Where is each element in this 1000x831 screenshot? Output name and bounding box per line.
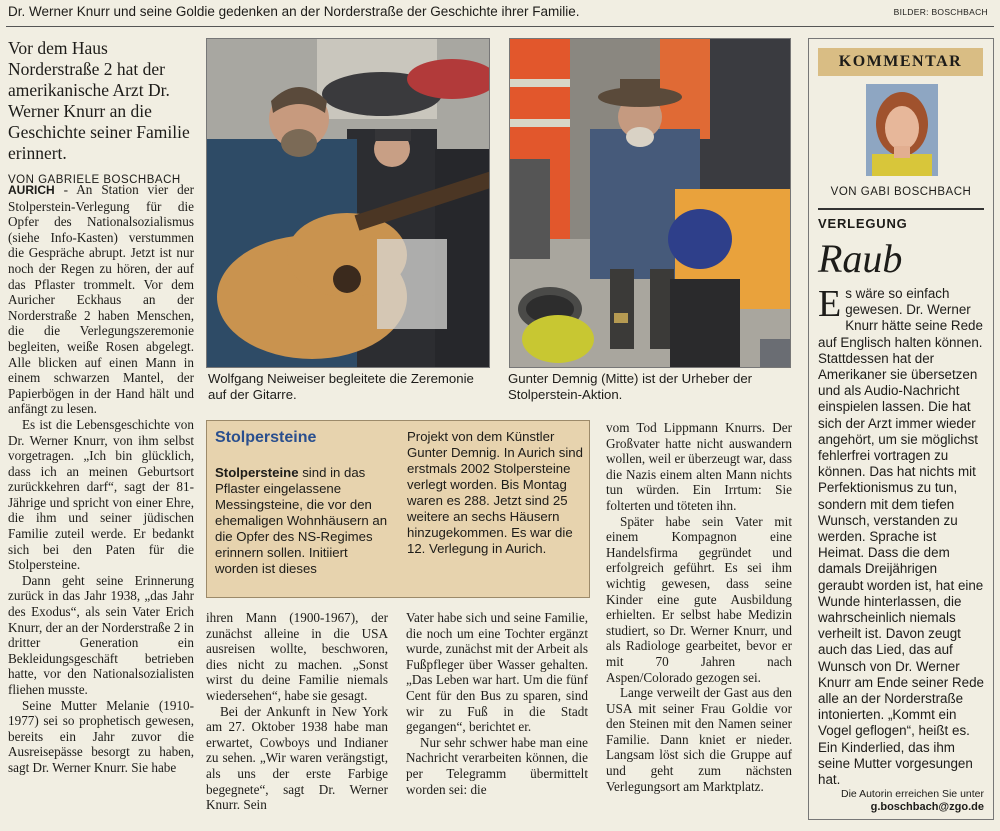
top-photo-caption [8,4,992,24]
photo-stolperstein-laying [509,38,791,368]
kommentar-title: Raub [818,236,903,281]
info-box-text-right: Projekt von dem Künstler Gunter Demnig. In Aurich sind erstmals 2002 Stolpersteine verlegt worden. Bis Montag waren es 288. Jetzt sind 25 weitere an sechs Häusern hinzugekommen. Es war die 12. Verlegung in Aurich. [407,429,583,556]
paragraph: Dann geht seine Erinnerung zurück in das Jahr 1938, „das Jahr des Exodus“, als sein Vater Erich Knurr, der an der Norderstraße 2 in dritter Generation ein Bekleidungsgeschäft betrieben hatte, vor den Nationalsozialisten fliehen musste. [8,572,194,697]
author-contact-line: Die Autorin erreichen Sie unter [841,788,984,800]
paragraph: ihren Mann (1900-1967), der zunächst alleine in die USA ausreisen wollte, beschworen, dies nicht zu machen. „Sonst wirst du deine Familie niemals wiedersehen“, habe sie gesagt. [206,610,388,703]
paragraph: Es ist die Lebensgeschichte von Dr. Werner Knurr, von ihm selbst vorgetragen. „Ich bin glücklich, dass ich an meinen Geburtsort zurückkehren darf“, sagt der 81-Jährige und spricht von einer Ehre, die ihm und seiner jüdischen Familie zuteil werde. Er bedankt sich bei den Paten für die Stolpersteine. [8,416,194,573]
article-column-4 [606,420,792,794]
photo-credit: BILDER: BOSCHBACH [893,7,988,17]
paragraph: vom Tod Lippmann Knurrs. Der Großvater hatte nicht auswandern wollen, weil er überzeugt war, dass die Nazis einem alten Mann nichts tun würden. Ein Irrtum: Sie folterten und töteten ihn. [606,420,792,513]
intro-text: Vor dem Haus Norderstraße 2 hat der amerikanische Arzt Dr. Werner Knurr an die Geschichte seiner Familie erinnert. [8,38,190,163]
article-column-3 [406,610,588,797]
paragraph: Bei der Ankunft in New York am 27. Oktober 1938 habe man erwartet, Cowboys und Indianer zu sehen. „Wir waren verängstigt, als uns der erste Farbige begegnete“, sagt Dr. Werner Knurr. Sein [206,703,388,813]
author-email-link[interactable]: g.boschbach@zgo.de [870,801,984,813]
kommentar-kicker: VERLEGUNG [818,216,908,231]
article-byline: VON GABRIELE BOSCHBACH [8,174,181,186]
info-box-left-text: sind in das Pflaster eingelassene Messingsteine, die vor den ehemaligen Wohnhäusern an die Opfer des NS-Regimes erinnern sollen. Initiiert worden ist dieses [215,465,388,576]
info-box-text-left [215,465,393,577]
paragraph: Lange verweilt der Gast aus den USA mit seiner Frau Goldie vor den Steinen mit den Namen seiner Familie. Dann kniet er nieder. Langsam löst sich die Gruppe auf und geht zum nächsten Verlegungsort am Marktplatz. [606,685,792,794]
paragraph: Nur sehr schwer habe man eine Nachricht verarbeiten können, die per Telegramm übermittelt worden sei: die [406,734,588,797]
photo-guitarist [206,38,490,368]
photo-caption-1: Wolfgang Neiweiser begleitete die Zeremonie auf der Gitarre. [208,371,474,402]
top-caption-text: Dr. Werner Knurr und seine Goldie gedenken an der Norderstraße der Geschichte ihrer Familie. [8,4,580,19]
paragraph: Später habe sein Vater mit einem Kompagnon eine Handelsfirma gegründet und erfolgreich geführt. Es sei ihm wichtig gewesen, dass seine Kinder eine gute Ausbildung erhielten. Er selbst habe Medizin studiert, so Dr. Werner Knurr, und als Radiologe gearbeitet, bevor er mit 70 Jahren nach Aspen/Colorado gezogen sei. [606,513,792,685]
top-divider [6,26,994,27]
kommentar-byline: VON GABI BOSCHBACH [830,186,972,198]
info-box-bold-term: Stolpersteine [215,465,299,480]
kommentar-text [818,283,986,788]
photo-caption-2: Gunter Demnig (Mitte) ist der Urheber der Stolperstein-Aktion. [508,371,753,402]
kommentar-footer [818,788,984,814]
kommentar-body: s wäre so einfach gewesen. Dr. Werner Knurr hätte seine Rede auf Englisch halten können. Stattdessen hat der Amerikaner sie übersetzen und als Audio-Nachricht einspielen lassen. Die hat sich der Arzt immer wieder angehört, um sie möglichst fehlerfrei vortragen zu können. Das hat nichts mit Perfektionismus zu tun, sondern mit dem tiefen Wunsch, verstanden zu werden. Sprache ist Heimat. Dass die dem damals Dreijährigen geraubt worden ist, hat eine Wunde hinterlassen, die wahrscheinlich niemals verheilt ist. Davon zeugt auch das Lied, das auf Wunsch von Dr. Werner Knurr am Ende seiner Rede alle an der Norderstraße intonierten. „Kommt ein Vogel geflogen“, heißt es. Ein Kinderlied, das ihm seine Mutter vorgesungen hat. [818,286,984,788]
article-column-2 [206,610,388,813]
kommentar-divider [818,208,984,210]
article-intro [8,38,194,186]
paragraph: Vater habe sich und seine Familie, die noch um eine Tochter ergänzt wurde, zunächst mit der Arbeit als Fußpfleger über Wasser gehalten. „Das Leben war hart. Um die fünf Cent für den Bus zu sparen, sind wir zu Fuß in die Stadt gegangen“, berichtet er. [406,610,588,735]
dropcap: E [818,283,842,325]
article-column-1 [8,182,194,776]
paragraph-text: - An Station vier der Stolperstein-Verlegung für die Opfer des Nationalsozialismus (siehe Info-Kasten) verstummen die Gespräche abrupt. Jetzt ist nur noch der Regen zu hören, der auf das Pflaster trommelt. Vor dem Auricher Eckhaus an der Norderstraße 2 haben Menschen, die die Verlegungszeremonie begleiten, weiße Rosen abgelegt. Alle blicken auf einen Mann in einem schwarzen Mantel, der Papierbögen in der Hand hält und anfängt zu lesen. [8,182,194,417]
info-box-heading: Stolpersteine [215,429,317,446]
paragraph [8,182,194,417]
dateline: AURICH [8,183,55,197]
paragraph: Seine Mutter Melanie (1910-1977) sei so prophetisch gewesen, bereits ein Jahr zuvor die Ausreisepässe besorgt zu haben, sagt Dr. Werner Knurr. Sie habe [8,697,194,775]
info-box-stolpersteine [206,420,590,598]
kommentar-badge: KOMMENTAR [818,48,983,76]
author-portrait [866,84,938,176]
